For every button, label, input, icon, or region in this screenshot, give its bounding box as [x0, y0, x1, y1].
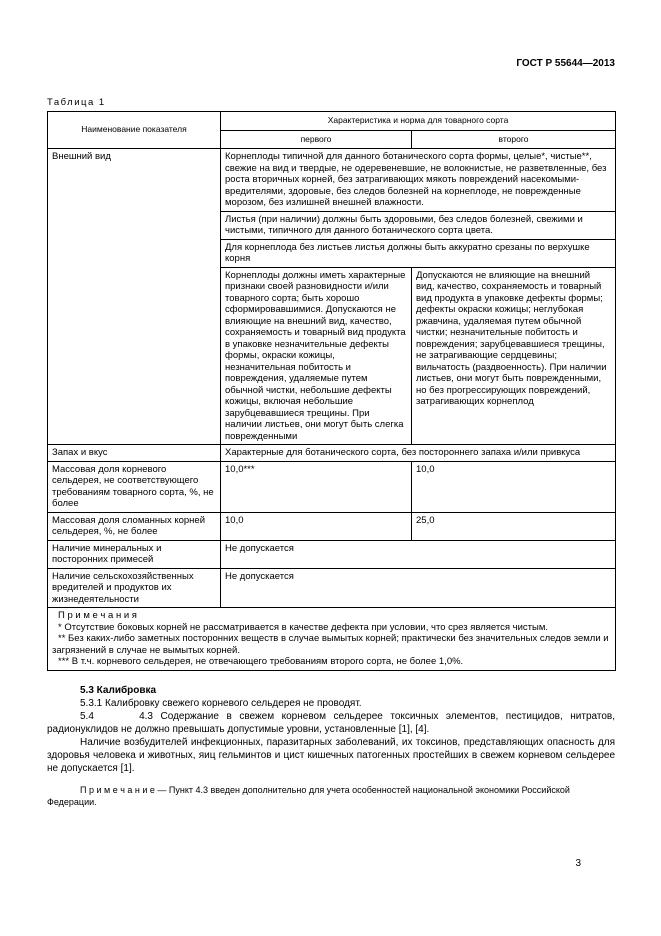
mass-offgrade-first-value: 10,0***: [221, 461, 412, 512]
row-label-mass-broken: Массовая доля сломанных корней сельдерея, %, не более: [48, 512, 221, 540]
mass-offgrade-second-value: 10,0: [412, 461, 616, 512]
note-line-2: ** Без каких-либо заметных посторонних веществ в случае вымытых корней; практически без значительных следов земли и загрязнений в случае не вымытых корней.: [52, 633, 609, 656]
paragraph-pathogens: Наличие возбудителей инфекционных, паразитарных заболеваний, их токсинов, представляющих опасность для здоровья человека и животных, яиц гельминтов и цист кишечных патогенных простейших в свежем корневом сельдерее не допускается [1].: [47, 736, 615, 774]
column-header-grade-first: первого: [221, 130, 412, 149]
table-row: [48, 461, 616, 512]
column-header-characteristic: Характеристика и норма для товарного сорта: [221, 112, 616, 131]
table-row: [48, 568, 616, 608]
pests-value: Не допускается: [221, 568, 616, 608]
mass-broken-first-value: 10,0: [221, 512, 412, 540]
document-number: ГОСТ Р 55644—2013: [516, 58, 615, 69]
body-note: П р и м е ч а н и е — Пункт 4.3 введен дополнительно для учета особенностей национальной экономики Российской Федерации.: [47, 784, 570, 807]
row-label-mineral-impurities: Наличие минеральных и посторонних примесей: [48, 540, 221, 568]
appearance-common-paragraph-3: Для корнеплода без листьев листья должны быть аккуратно срезаны по верхушке корня: [221, 239, 616, 267]
paragraph-5-3-1: 5.3.1 Калибровку свежего корневого сельдерея не проводят.: [80, 697, 362, 709]
note-line-3: *** В т.ч. корневого сельдерея, не отвечающего требованиям второго сорта, не более 1,0%.: [58, 656, 464, 667]
table-row: [48, 445, 616, 462]
table-notes: [48, 608, 616, 671]
note-line-1: * Отсутствие боковых корней не рассматривается в качестве дефекта при условии, что срез является чистым.: [58, 621, 548, 633]
table-row: [48, 540, 616, 568]
appearance-first-grade-text: Корнеплоды должны иметь характерные признаки своей разновидности и/или товарного сорта; быть хорошо сформировавшимися. Допускаются не влияющие на внешний вид, качество, сохраняемость и товарный вид продукта в упаковке незначительные дефекты формы, окраски кожицы, незначительная побитость и повреждения, удаляемые путем обычной чистки, небольшие дефекты кожицы, включая небольшие зарубцевавшиеся трещины. При наличии листьев, они могут быть слегка поврежденными: [221, 267, 412, 445]
appearance-common-paragraph-2: Листья (при наличии) должны быть здоровыми, без следов болезней, свежими и чистыми, типичного для данного ботанического сорта цвета.: [221, 211, 616, 239]
row-label-mass-offgrade: Массовая доля корневого сельдерея, не соответствующего требованиям товарного сорта, %, не более: [48, 461, 221, 512]
section-heading-calibration: 5.3 Калибровка: [80, 684, 157, 696]
row-label-appearance: Внешний вид: [48, 149, 221, 445]
table-row: [48, 149, 616, 212]
appearance-common-paragraph-1: Корнеплоды типичной для данного ботанического сорта формы, целые*, чистые**, свежие на вид и твердые, не одеревеневшие, не волокнистые, не разветвленные, без роста вторичных корней, без затрагивающих мякоть повреждений насекомыми-вредителями, здоровые, без следов болезней на корнеплоде, не поврежденные морозом, без излишней внешней влажности.: [221, 149, 616, 212]
document-body: [47, 684, 615, 808]
table-row: [48, 512, 616, 540]
column-header-grade-second: второго: [412, 130, 616, 149]
page-number: 3: [575, 858, 581, 869]
taste-value: Характерные для ботанического сорта, без постороннего запаха и/или привкуса: [221, 445, 616, 462]
column-header-indicator: Наименование показателя: [48, 112, 221, 149]
mineral-impurities-value: Не допускается: [221, 540, 616, 568]
row-label-pests: Наличие сельскохозяйственных вредителей и продуктов их жизнедеятельности: [48, 568, 221, 608]
table-notes-row: [48, 608, 616, 671]
appearance-second-grade-text: Допускаются не влияющие на внешний вид, качество, сохраняемость и товарный вид продукта в упаковке дефекты формы; дефекты окраски кожицы; неглубокая ржавчина, удаляемая путем обычной чистки; незначительные побитость и повреждения; зарубцевавшиеся трещины, не затрагивающие сердцевины; вильчатость (раздвоенность). При наличии листьев, они могут быть поврежденными, но без прогрессирующих повреждений, затрагивающих корнеплод: [412, 267, 616, 445]
table-caption: Таблица 1: [47, 97, 106, 108]
table-header-row: [48, 112, 616, 131]
requirements-table: [47, 111, 616, 671]
paragraph-5-4: 5.4 4.3 Содержание в свежем корневом сельдерее токсичных элементов, пестицидов, нитратов, радионуклидов не должно превышать допустимые уровни, установленные [1], [4].: [47, 710, 615, 735]
row-label-taste: Запах и вкус: [48, 445, 221, 462]
notes-title: П р и м е ч а н и я: [58, 610, 137, 621]
mass-broken-second-value: 25,0: [412, 512, 616, 540]
